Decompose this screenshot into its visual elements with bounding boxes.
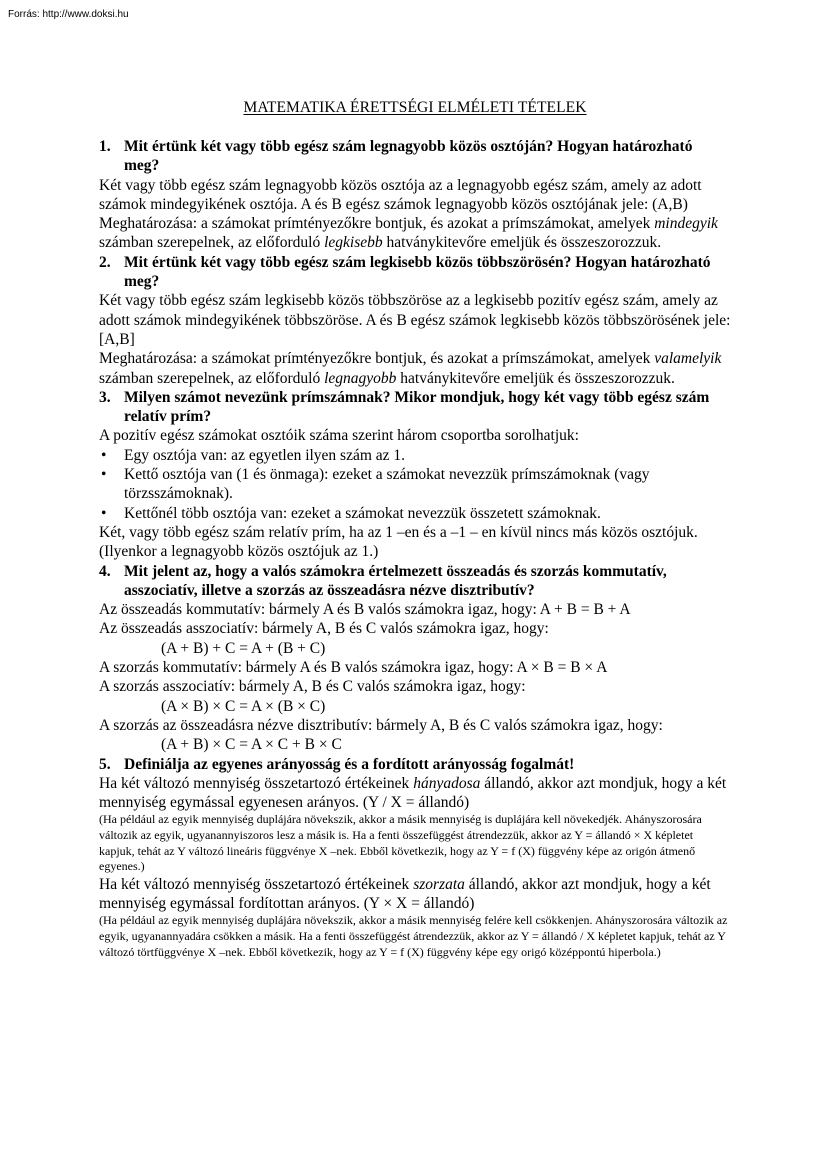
q4-add-associative-formula: (A + B) + C = A + (B + C) [161,639,326,657]
divisor-groups-list [99,446,731,523]
q5-direct-part: Ha két változó mennyiség összetartozó értékeinek [99,774,414,792]
q1-method-emphasis: mindegyik [654,215,718,233]
question-2 [99,253,731,292]
bullet-icon: • [101,504,107,522]
question-number: 2. [99,253,111,271]
question-number: 3. [99,388,111,406]
question-number: 1. [99,138,111,155]
question-1 [99,137,731,176]
q5-direct-emphasis: hányadosa [413,774,481,792]
q5-inverse-proportion [99,875,731,914]
question-5 [99,755,731,774]
list-item-text: Egy osztója van: az egyetlen ilyen szám az 1. [124,446,406,464]
question-text: Mit értünk két vagy több egész szám legkisebb közös többszörösén? Hogyan határozható meg? [124,253,711,291]
q5-inverse-emphasis: szorzata [413,875,465,893]
q4-add-associative: Az összeadás asszociatív: bármely A, B és C valós számokra igaz, hogy: [99,620,549,638]
q4-add-commutative: Az összeadás kommutatív: bármely A és B valós számokra igaz, hogy: A + B = B + A [99,601,631,619]
q1-method-part: Meghatározása: a számokat prímtényezőkre bontjuk, és azokat a prímszámokat, amelyek [99,215,655,233]
q2-method-part: hatványkitevőre emeljük és összeszorozzuk. [396,369,675,387]
page-title: MATEMATIKA ÉRETTSÉGI ELMÉLETI TÉTELEK [243,99,587,116]
q1-definition: Két vagy több egész szám legnagyobb közös osztója az a legnagyobb egész szám, amely az adott számok mindegyikének osztója. A és B egész számok legnagyobb közös osztójának jele: (A,B) [99,176,702,213]
document-page [99,99,731,960]
q1-method-part: hatványkitevőre emeljük és összeszorozzuk. [382,234,662,252]
list-item-text: Kettőnél több osztója van: ezeket a számokat nevezzük összetett számoknak. [124,504,601,522]
q2-method-emphasis: legnagyobb [324,369,397,387]
list-item [99,504,731,523]
q5-inverse-note: (Ha például az egyik mennyiség duplájára növekszik, akkor a másik mennyiség felére kell csökkenjen. Ahányszorosára változik az egyik, ugyanannyadára csökken a másik. Ha a fenti összefüggést átrendezzük, akkor az Y = állandó / X képletet kapjuk, tehát az Y változó törtfüggvénye X –nek. Ebből következik, hogy az Y = f (X) függvény képe egy origó középpontú hiperbola.) [99,913,728,959]
source-label: Forrás: http://www.doksi.hu [8,9,129,20]
q1-method [99,214,731,253]
q3-relative-prime: Két, vagy több egész szám relatív prím, ha az 1 –en és a –1 – en kívül nincs más közös osztójuk. (Ilyenkor a legnagyobb közös osztójuk az 1.) [99,523,698,561]
question-text: Mit értünk két vagy több egész szám legnagyobb közös osztóján? Hogyan határozható meg? [124,138,693,175]
q4-distributive-formula: (A + B) × C = A × C + B × C [161,736,342,754]
list-item [99,465,731,504]
question-number: 4. [99,562,111,580]
q3-intro: A pozitív egész számokat osztóik száma szerint három csoportba sorolhatjuk: [99,427,579,445]
q5-direct-part: állandó, akkor azt mondjuk, hogy a két mennyiség egymással egyenesen arányos. (Y / X = állandó) [99,774,727,812]
question-text: Mit jelent az, hogy a valós számokra értelmezett összeadás és szorzás kommutatív, asszociatív, illetve a szorzás az összeadásra nézve disztributív? [124,562,667,599]
q5-inverse-part: állandó, akkor azt mondjuk, hogy a két mennyiség egymással fordítottan arányos. (Y × X = állandó) [99,875,711,913]
q1-method-emphasis: legkisebb [324,234,383,252]
q5-direct-proportion [99,774,731,813]
q1-method-part: számban szerepelnek, az előforduló [99,234,325,252]
q4-mul-associative-formula: (A × B) × C = A × (B × C) [161,697,326,715]
question-4 [99,562,731,601]
q2-definition: Két vagy több egész szám legkisebb közös többszöröse az a legkisebb pozitív egész szám, amely az adott számok mindegyikének többszöröse. A és B egész számok legkisebb közös többszörösének jele: [A,B] [99,292,731,348]
q2-method [99,349,731,388]
question-text: Milyen számot nevezünk prímszámnak? Mikor mondjuk, hogy két vagy több egész szám relatív prím? [124,388,710,426]
question-number: 5. [99,755,111,773]
list-item-text: Kettő osztója van (1 és önmaga): ezeket a számokat nevezzük prímszámoknak (vagy törzsszámoknak). [124,466,650,503]
q4-mul-commutative: A szorzás kommutatív: bármely A és B valós számokra igaz, hogy: A × B = B × A [99,659,608,677]
q4-mul-associative: A szorzás asszociatív: bármely A, B és C valós számokra igaz, hogy: [99,678,526,696]
q2-method-part: Meghatározása: a számokat prímtényezőkre bontjuk, és azokat a prímszámokat, amelyek [99,350,655,368]
question-text: Definiálja az egyenes arányosság és a fordított arányosság fogalmát! [124,755,575,773]
bullet-icon: • [101,466,107,484]
question-3 [99,388,731,427]
q2-method-part: számban szerepelnek, az előforduló [99,369,325,387]
q4-distributive: A szorzás az összeadásra nézve disztributív: bármely A, B és C valós számokra igaz, hogy: [99,716,663,734]
q2-method-emphasis: valamelyik [654,350,722,368]
q5-direct-note: (Ha például az egyik mennyiség duplájára növekszik, akkor a másik mennyiség is duplájára kell növekedjék. Ahányszorosára változik az egyik, ugyanannyiszoros lesz a másik is. Ha a fenti összefüggést átrendezzük, akkor az Y = állandó × X képletet kapjuk, tehát az Y változó lineáris függvénye X –nek. Ebből következik, hogy az Y = f (X) függvény képe az origón átmenő egyenes.) [99,812,702,874]
bullet-icon: • [101,446,107,464]
list-item [99,446,731,465]
q5-inverse-part: Ha két változó mennyiség összetartozó értékeinek [99,875,414,893]
